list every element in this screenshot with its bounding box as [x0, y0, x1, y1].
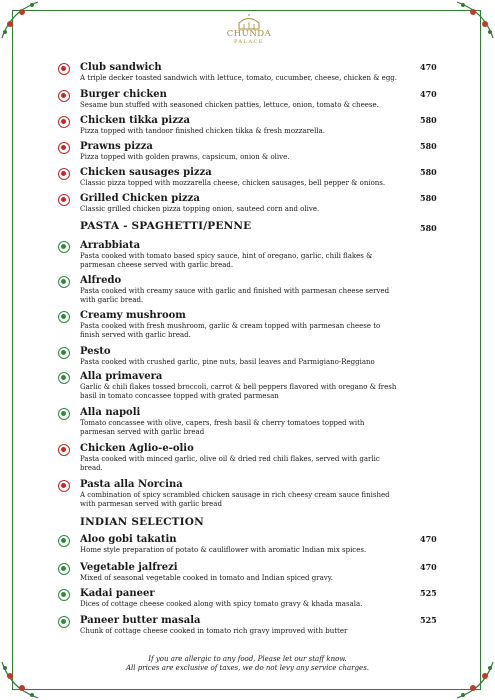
menu-item-description: A combination of spicy scrambled chicken sausage in rich cheesy cream sauce finished with parmesan served with garlic bread	[80, 491, 390, 508]
menu-item-price: 470	[420, 62, 437, 72]
menu-item-price: 470	[420, 562, 437, 572]
logo-name: CHUNDA	[226, 29, 272, 39]
menu-item-description: Tomato concassee with olive, capers, fresh basil & cherry tomatoes topped with parmesan served with garlic bread	[80, 419, 365, 436]
menu-item-description: Sesame bun stuffed with seasoned chicken patties, lettuce, onion, tomato & cheese.	[80, 101, 379, 109]
footer-allergy-note: If you are allergic to any food, Please let our staff know.	[148, 655, 347, 663]
menu-item-name: Creamy mushroom	[80, 310, 186, 321]
menu-item-price: 580	[420, 167, 437, 177]
non-veg-indicator-icon	[58, 194, 70, 206]
menu-item-description: A triple decker toasted sandwich with lettuce, tomato, cucumber, cheese, chicken & egg.	[80, 74, 398, 82]
veg-indicator-icon	[58, 408, 70, 420]
chunda-palace-logo	[214, 14, 284, 45]
menu-item-name: Vegetable jalfrezi	[80, 562, 178, 573]
menu-item-description: Chunk of cottage cheese cooked in tomato rich gravy improved with butter	[80, 627, 348, 635]
menu-item-description: Pasta cooked with creamy sauce with garlic and finished with parmesan cheese served with garlic bread.	[80, 287, 390, 304]
logo-sub: PALACE	[234, 39, 264, 45]
menu-item-description: Pasta cooked with fresh mushroom, garlic & cream topped with parmesan cheese to finish served with garlic bread.	[80, 322, 381, 339]
menu-item-description: Pizza topped with tandoor finished chicken tikka & fresh mozzarella.	[80, 127, 325, 135]
menu-item-description: Pizza topped with golden prawns, capsicum, onion & olive.	[80, 153, 290, 161]
menu-item-name: Chicken sausages pizza	[80, 167, 212, 178]
menu-item-description: Classic grilled chicken pizza topping onion, sauteed corn and olive.	[80, 205, 320, 213]
veg-indicator-icon	[58, 241, 70, 253]
veg-indicator-icon	[58, 563, 70, 575]
palace-dome-icon	[236, 14, 262, 30]
menu-item-name: Alla napoli	[80, 407, 141, 418]
veg-indicator-icon	[58, 616, 70, 628]
menu-item-name: Chicken Aglio-e-olio	[80, 443, 194, 454]
veg-indicator-icon	[58, 311, 70, 323]
section-title-pasta: PASTA - SPAGHETTI/PENNE	[80, 220, 252, 232]
menu-item-description: Garlic & chili flakes tossed broccoli, carrot & bell peppers flavored with oregano & fresh basil in tomato concassee topped with grated parmesan	[80, 383, 397, 400]
non-veg-indicator-icon	[58, 63, 70, 75]
floral-corner-top-left	[0, 0, 40, 40]
non-veg-indicator-icon	[58, 168, 70, 180]
menu-item-name: Burger chicken	[80, 89, 167, 100]
menu-item-description: Home style preparation of potato & cauliflower with aromatic Indian mix spices.	[80, 546, 367, 554]
veg-indicator-icon	[58, 589, 70, 601]
section-title-indian: INDIAN SELECTION	[80, 516, 204, 528]
menu-item-price: 580	[420, 141, 437, 151]
non-veg-indicator-icon	[58, 444, 70, 456]
menu-item-name: Pasta alla Norcina	[80, 479, 183, 490]
footer-tax-note: All prices are exclusive of taxes, we do not levy any service charges.	[125, 664, 370, 672]
non-veg-indicator-icon	[58, 142, 70, 154]
menu-item-name: Arrabbiata	[80, 240, 141, 251]
non-veg-indicator-icon	[58, 90, 70, 102]
menu-item-description: Pasta cooked with minced garlic, olive oil & dried red chili flakes, served with garlic bread.	[80, 455, 380, 472]
menu-item-price: 580	[420, 193, 437, 203]
non-veg-indicator-icon	[58, 116, 70, 128]
menu-item-name: Alla primavera	[80, 371, 163, 382]
menu-item-description: Pasta cooked with tomato based spicy sauce, hint of oregano, garlic, chili flakes & parmesan cheese served with garlic bread.	[80, 252, 373, 269]
veg-indicator-icon	[58, 347, 70, 359]
menu-item-name: Chicken tikka pizza	[80, 115, 191, 126]
menu-item-price: 470	[420, 534, 437, 544]
menu-item-price: 580	[420, 115, 437, 125]
veg-indicator-icon	[58, 372, 70, 384]
veg-indicator-icon	[58, 535, 70, 547]
menu-item-name: Club sandwich	[80, 62, 162, 73]
menu-item-description: Dices of cottage cheese cooked along with spicy tomato gravy & khada masala.	[80, 600, 363, 608]
non-veg-indicator-icon	[58, 480, 70, 492]
menu-item-description: Mixed of seasonal vegetable cooked in tomato and Indian spiced gravy.	[80, 574, 333, 582]
section-price-pasta: 580	[420, 223, 437, 233]
floral-corner-top-right	[455, 0, 495, 40]
menu-item-description: Classic pizza topped with mozzarella cheese, chicken sausages, bell pepper & onions.	[80, 179, 386, 187]
menu-item-price: 525	[420, 588, 437, 598]
menu-item-name: Aloo gobi takatin	[80, 534, 177, 545]
veg-indicator-icon	[58, 276, 70, 288]
menu-item-description: Pasta cooked with crushed garlic, pine nuts, basil leaves and Parmigiano-Reggiano	[80, 358, 375, 366]
menu-item-name: Grilled Chicken pizza	[80, 193, 200, 204]
menu-item-name: Kadai paneer	[80, 588, 155, 599]
menu-item-name: Paneer butter masala	[80, 615, 201, 626]
menu-item-name: Pesto	[80, 346, 111, 357]
menu-item-price: 470	[420, 89, 437, 99]
menu-item-name: Prawns pizza	[80, 141, 153, 152]
menu-item-price: 525	[420, 615, 437, 625]
menu-item-name: Alfredo	[80, 275, 122, 286]
